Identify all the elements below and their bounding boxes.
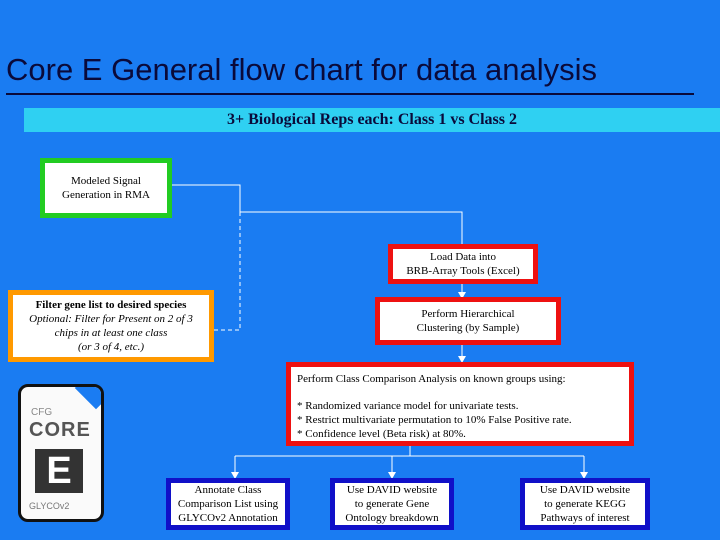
page-title: Core E General flow chart for data analysis xyxy=(6,52,597,87)
box-david-kegg-line2: to generate KEGG xyxy=(544,498,626,510)
logo-core: CORE xyxy=(29,419,91,441)
box-annotate-line1: Annotate Class xyxy=(194,484,262,496)
box-david-go-line2: to generate Gene xyxy=(354,498,430,510)
box-david-go-line1: Use DAVID website xyxy=(346,484,438,496)
box-class-comparison xyxy=(286,362,634,446)
connector-dashed-filter xyxy=(212,212,240,330)
box-david-kegg-line3: Pathways of interest xyxy=(540,512,630,524)
box-cluster-line2: Clustering (by Sample) xyxy=(416,322,520,334)
box-filter-optional-3: (or 3 of 4, etc.) xyxy=(78,341,144,353)
banner: 3+ Biological Reps each: Class 1 vs Class 2 xyxy=(24,108,720,132)
box-hierarchical-clustering xyxy=(375,297,561,345)
box-comparison-item-2: * Restrict multivariate permutation to 10% False Positive rate. xyxy=(297,414,572,426)
box-comparison-heading: Perform Class Comparison Analysis on known groups using: xyxy=(297,373,566,385)
box-filter-gene xyxy=(8,290,214,362)
box-load-data xyxy=(388,244,538,284)
box-comparison-item-1: * Randomized variance model for univariate tests. xyxy=(297,400,519,412)
box-annotate-line3: GLYCOv2 Annotation xyxy=(178,512,278,524)
logo-e-mark: E xyxy=(35,449,83,493)
box-david-go xyxy=(330,478,454,530)
box-modeled-line2: Generation in RMA xyxy=(62,189,150,201)
box-david-kegg-line1: Use DAVID website xyxy=(539,484,631,496)
box-david-go-line3: Ontology breakdown xyxy=(345,512,439,524)
logo-glyco: GLYCOv2 xyxy=(29,501,70,511)
box-david-kegg xyxy=(520,478,650,530)
box-cluster-line1: Perform Hierarchical xyxy=(421,308,515,320)
box-annotate-line2: Comparison List using xyxy=(177,498,279,510)
logo-cfg: CFG xyxy=(31,407,53,418)
connector-modeled-to-load xyxy=(172,185,462,245)
box-modeled-line1: Modeled Signal xyxy=(71,175,141,187)
box-filter-title: Filter gene list to desired species xyxy=(35,299,187,311)
box-filter-optional-1: Optional: Filter for Present on 2 of 3 xyxy=(29,313,193,325)
core-logo xyxy=(18,384,104,522)
box-load-line2: BRB-Array Tools (Excel) xyxy=(406,265,520,277)
box-comparison-item-3: * Confidence level (Beta risk) at 80%. xyxy=(297,428,466,440)
logo-corner-cut xyxy=(75,384,104,409)
box-filter-optional-2: chips in at least one class xyxy=(54,327,168,339)
box-annotate xyxy=(166,478,290,530)
box-modeled-signal xyxy=(40,158,172,218)
box-load-line1: Load Data into xyxy=(430,251,496,263)
